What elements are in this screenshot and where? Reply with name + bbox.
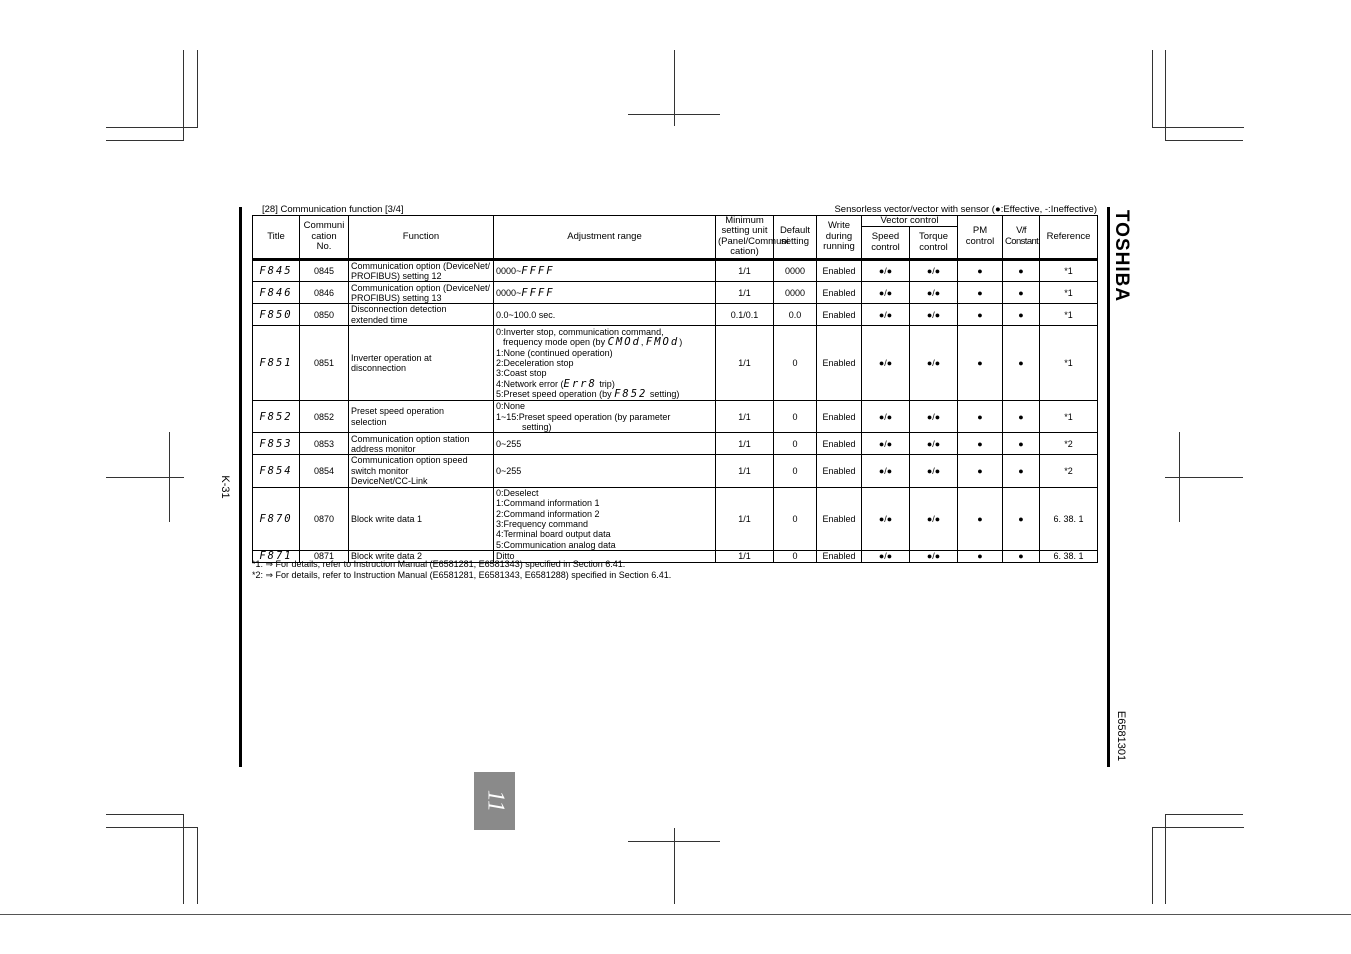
default-cell: 0 [774, 455, 817, 487]
header-row [253, 216, 1098, 227]
unit-cell: 1/1 [716, 433, 774, 455]
default-cell: 0 [774, 401, 817, 433]
torque-cell: ●/● [910, 455, 958, 487]
default-cell: 0 [774, 326, 817, 401]
col-comm-no: Communi cation No. [300, 216, 349, 260]
write-cell: Enabled [817, 401, 862, 433]
pm-cell: ● [958, 487, 1003, 550]
function-cell: Block write data 2 [349, 551, 494, 562]
write-cell: Enabled [817, 326, 862, 401]
footnote-1: *1: ⇒ For details, refer to Instruction Manual (E6581281, E6581343) specified in Section 6.41. [252, 559, 626, 569]
table-row [253, 487, 1098, 550]
brand-logo: TOSHIBA [1111, 209, 1132, 303]
pm-cell: ● [958, 433, 1003, 455]
pm-cell: ● [958, 551, 1003, 562]
table-row [253, 282, 1098, 304]
write-cell: Enabled [817, 455, 862, 487]
footnotes [252, 559, 671, 580]
range-cell: 0~255 [494, 455, 716, 487]
col-min-unit: Minimum setting unit (Panel/Communi cation) [716, 216, 774, 260]
unit-cell: 1/1 [716, 259, 774, 282]
unit-cell: 1/1 [716, 551, 774, 562]
write-cell: Enabled [817, 259, 862, 282]
left-margin-rule [239, 207, 242, 767]
vf-cell: ● [1003, 282, 1040, 304]
comm-no: 0852 [300, 401, 349, 433]
unit-cell: 1/1 [716, 326, 774, 401]
param-title: F852 [253, 401, 300, 433]
vf-cell: ● [1003, 326, 1040, 401]
comm-no: 0870 [300, 487, 349, 550]
speed-cell: ●/● [862, 304, 910, 326]
pm-cell: ● [958, 455, 1003, 487]
reference-cell: 6. 38. 1 [1040, 487, 1098, 550]
comm-no: 0871 [300, 551, 349, 562]
range-cell: 0000~FFFF [494, 259, 716, 282]
torque-cell: ●/● [910, 401, 958, 433]
table-row [253, 326, 1098, 401]
range-cell: 0:Deselect 1:Command information 1 2:Command information 2 3:Frequency command 4:Terminal board output data 5:Communication analog data [494, 487, 716, 550]
param-title: F845 [253, 259, 300, 282]
col-torque: Torque control [910, 227, 958, 259]
param-title: F853 [253, 433, 300, 455]
function-cell: Preset speed operation selection [349, 401, 494, 433]
table-row [253, 433, 1098, 455]
default-cell: 0000 [774, 282, 817, 304]
range-cell: 0~255 [494, 433, 716, 455]
write-cell: Enabled [817, 433, 862, 455]
unit-cell: 1/1 [716, 282, 774, 304]
param-title: F871 [253, 551, 300, 562]
unit-cell: 1/1 [716, 455, 774, 487]
col-vf: V/f Constant [1003, 216, 1040, 260]
vf-cell: ● [1003, 304, 1040, 326]
pm-cell: ● [958, 326, 1003, 401]
col-speed: Speed control [862, 227, 910, 259]
table-row [253, 455, 1098, 487]
function-cell: Inverter operation at disconnection [349, 326, 494, 401]
pm-cell: ● [958, 259, 1003, 282]
param-title: F854 [253, 455, 300, 487]
parameter-table [252, 215, 1098, 563]
param-title: F846 [253, 282, 300, 304]
col-reference: Reference [1040, 216, 1098, 260]
default-cell: 0 [774, 433, 817, 455]
legend-note: Sensorless vector/vector with sensor (●:Effective, -:Ineffective) [834, 204, 1097, 215]
comm-no: 0846 [300, 282, 349, 304]
write-cell: Enabled [817, 487, 862, 550]
default-cell: 0000 [774, 259, 817, 282]
write-cell: Enabled [817, 282, 862, 304]
chapter-tab: 11 [474, 772, 515, 830]
speed-cell: ●/● [862, 282, 910, 304]
speed-cell: ●/● [862, 401, 910, 433]
col-write: Write during running [817, 216, 862, 260]
col-function: Function [349, 216, 494, 260]
pm-cell: ● [958, 401, 1003, 433]
vf-cell: ● [1003, 455, 1040, 487]
default-cell: 0.0 [774, 304, 817, 326]
torque-cell: ●/● [910, 259, 958, 282]
reference-cell: *2 [1040, 433, 1098, 455]
comm-no: 0850 [300, 304, 349, 326]
reference-cell: *1 [1040, 282, 1098, 304]
torque-cell: ●/● [910, 304, 958, 326]
vf-cell: ● [1003, 433, 1040, 455]
reference-cell: 6. 38. 1 [1040, 551, 1098, 562]
speed-cell: ●/● [862, 433, 910, 455]
speed-cell: ●/● [862, 551, 910, 562]
range-cell: Ditto [494, 551, 716, 562]
page-number: K-31 [219, 475, 231, 499]
range-cell: 0:Inverter stop, communication command, frequency mode open (by CMOd, FMOd) 1:None (continued operation) 2:Deceleration stop 3:Coast stop 4:Network error (Err8 trip) 5:Preset speed operation (by F852 setting) [494, 326, 716, 401]
param-title: F870 [253, 487, 300, 550]
torque-cell: ●/● [910, 282, 958, 304]
write-cell: Enabled [817, 551, 862, 562]
function-cell: Block write data 1 [349, 487, 494, 550]
reference-cell: *1 [1040, 401, 1098, 433]
default-cell: 0 [774, 551, 817, 562]
torque-cell: ●/● [910, 487, 958, 550]
col-range: Adjustment range [494, 216, 716, 260]
table-row [253, 401, 1098, 433]
speed-cell: ●/● [862, 487, 910, 550]
unit-cell: 0.1/0.1 [716, 304, 774, 326]
col-vector-control: Vector control [862, 216, 958, 227]
write-cell: Enabled [817, 304, 862, 326]
unit-cell: 1/1 [716, 401, 774, 433]
range-cell: 0:None 1~15:Preset speed operation (by parameter setting) [494, 401, 716, 433]
comm-no: 0854 [300, 455, 349, 487]
footnote-2: *2: ⇒ For details, refer to Instruction Manual (E6581281, E6581343, E6581288) specified in Section 6.41. [252, 569, 672, 580]
table-row [253, 304, 1098, 326]
col-title: Title [253, 216, 300, 260]
comm-no: 0845 [300, 259, 349, 282]
default-cell: 0 [774, 487, 817, 550]
col-pm: PM control [958, 216, 1003, 260]
torque-cell: ●/● [910, 551, 958, 562]
doc-number: E6581301 [1115, 710, 1127, 762]
param-title: F850 [253, 304, 300, 326]
vf-cell: ● [1003, 487, 1040, 550]
param-title: F851 [253, 326, 300, 401]
comm-no: 0853 [300, 433, 349, 455]
col-default: Default setting [774, 216, 817, 260]
comm-no: 0851 [300, 326, 349, 401]
speed-cell: ●/● [862, 259, 910, 282]
vf-cell: ● [1003, 259, 1040, 282]
reference-cell: *1 [1040, 259, 1098, 282]
function-cell: Communication option (DeviceNet/ PROFIBUS) setting 13 [349, 282, 494, 304]
function-cell: Communication option station address monitor [349, 433, 494, 455]
pm-cell: ● [958, 304, 1003, 326]
range-cell: 0.0~100.0 sec. [494, 304, 716, 326]
vf-cell: ● [1003, 551, 1040, 562]
speed-cell: ●/● [862, 326, 910, 401]
torque-cell: ●/● [910, 433, 958, 455]
reference-cell: *1 [1040, 304, 1098, 326]
function-cell: Communication option (DeviceNet/ PROFIBUS) setting 12 [349, 259, 494, 282]
function-cell: Communication option speed switch monitor DeviceNet/CC-Link [349, 455, 494, 487]
vf-cell: ● [1003, 401, 1040, 433]
pm-cell: ● [958, 282, 1003, 304]
range-cell: 0000~FFFF [494, 282, 716, 304]
reference-cell: *2 [1040, 455, 1098, 487]
function-cell: Disconnection detection extended time [349, 304, 494, 326]
table-row [253, 259, 1098, 282]
torque-cell: ●/● [910, 326, 958, 401]
speed-cell: ●/● [862, 455, 910, 487]
reference-cell: *1 [1040, 326, 1098, 401]
section-title: [28] Communication function [3/4] [262, 204, 404, 215]
unit-cell: 1/1 [716, 487, 774, 550]
